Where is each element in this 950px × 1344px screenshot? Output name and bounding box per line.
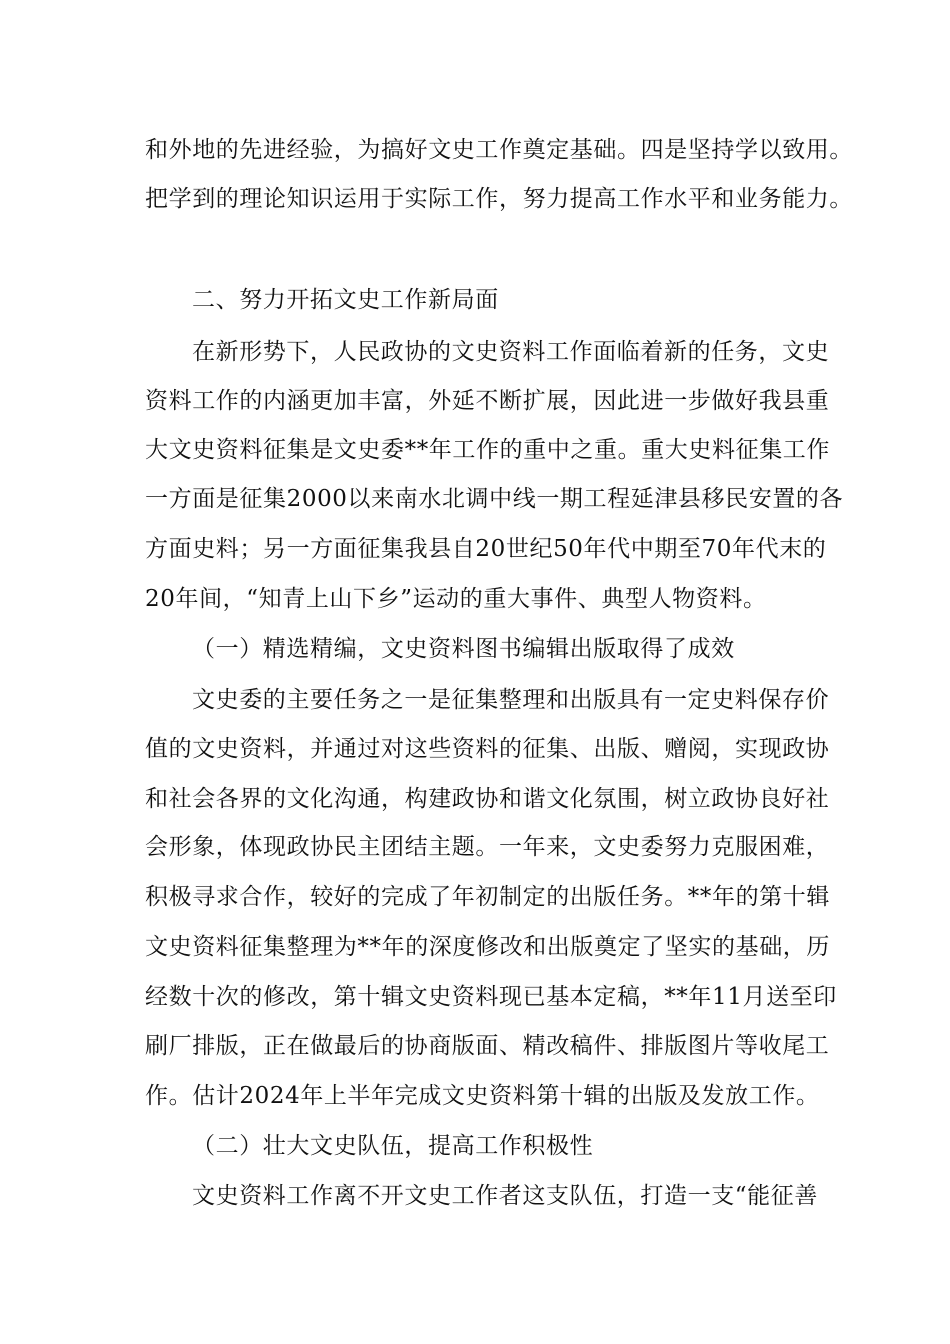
body-text-line: 文史资料征集整理为**年的深度修改和出版奠定了坚实的基础，历 <box>145 934 830 960</box>
body-text-line: 和外地的先进经验，为搞好文史工作奠定基础。四是坚持学以致用。 <box>145 137 853 163</box>
body-text-line: 积极寻求合作，较好的完成了年初制定的出版任务。**年的第十辑 <box>145 884 830 910</box>
body-text-line: 经数十次的修改，第十辑文史资料现已基本定稿，**年11月送至印 <box>145 984 837 1010</box>
body-text-line: 一方面是征集2000以来南水北调中线一期工程延津县移民安置的各 <box>145 486 844 512</box>
body-text-line: 在新形势下，人民政协的文史资料工作面临着新的任务，文史 <box>192 339 830 365</box>
body-text-line: 20年间，“知青上山下乡”运动的重大事件、典型人物资料。 <box>145 586 767 612</box>
body-text-line: 刷厂排版，正在做最后的协商版面、精改稿件、排版图片等收尾工 <box>145 1033 830 1059</box>
body-text-line: 大文史资料征集是文史委**年工作的重中之重。重大史料征集工作 <box>145 437 830 463</box>
body-text-line: 值的文史资料，并通过对这些资料的征集、出版、赠阅，实现政协 <box>145 736 830 762</box>
body-text-line: 方面史料；另一方面征集我县自20世纪50年代中期至70年代末的 <box>145 536 827 562</box>
body-text-line: 文史委的主要任务之一是征集整理和出版具有一定史料保存价 <box>192 687 830 713</box>
body-text-line: 资料工作的内涵更加丰富，外延不断扩展，因此进一步做好我县重 <box>145 388 830 414</box>
section-heading: 二、努力开拓文史工作新局面 <box>192 287 499 313</box>
body-text-line: 会形象，体现政协民主团结主题。一年来，文史委努力克服困难， <box>145 834 830 860</box>
subsection-heading: （二）壮大文史队伍，提高工作积极性 <box>192 1133 594 1159</box>
body-text-line: 和社会各界的文化沟通，构建政协和谐文化氛围，树立政协良好社 <box>145 786 830 812</box>
body-text-line: 作。估计2024年上半年完成文史资料第十辑的出版及发放工作。 <box>145 1083 820 1109</box>
body-text-line: 把学到的理论知识运用于实际工作，努力提高工作水平和业务能力。 <box>145 186 853 212</box>
body-text-line: 文史资料工作离不开文史工作者这支队伍，打造一支“能征善 <box>192 1183 818 1209</box>
subsection-heading: （一）精选精编，文史资料图书编辑出版取得了成效 <box>192 636 735 662</box>
